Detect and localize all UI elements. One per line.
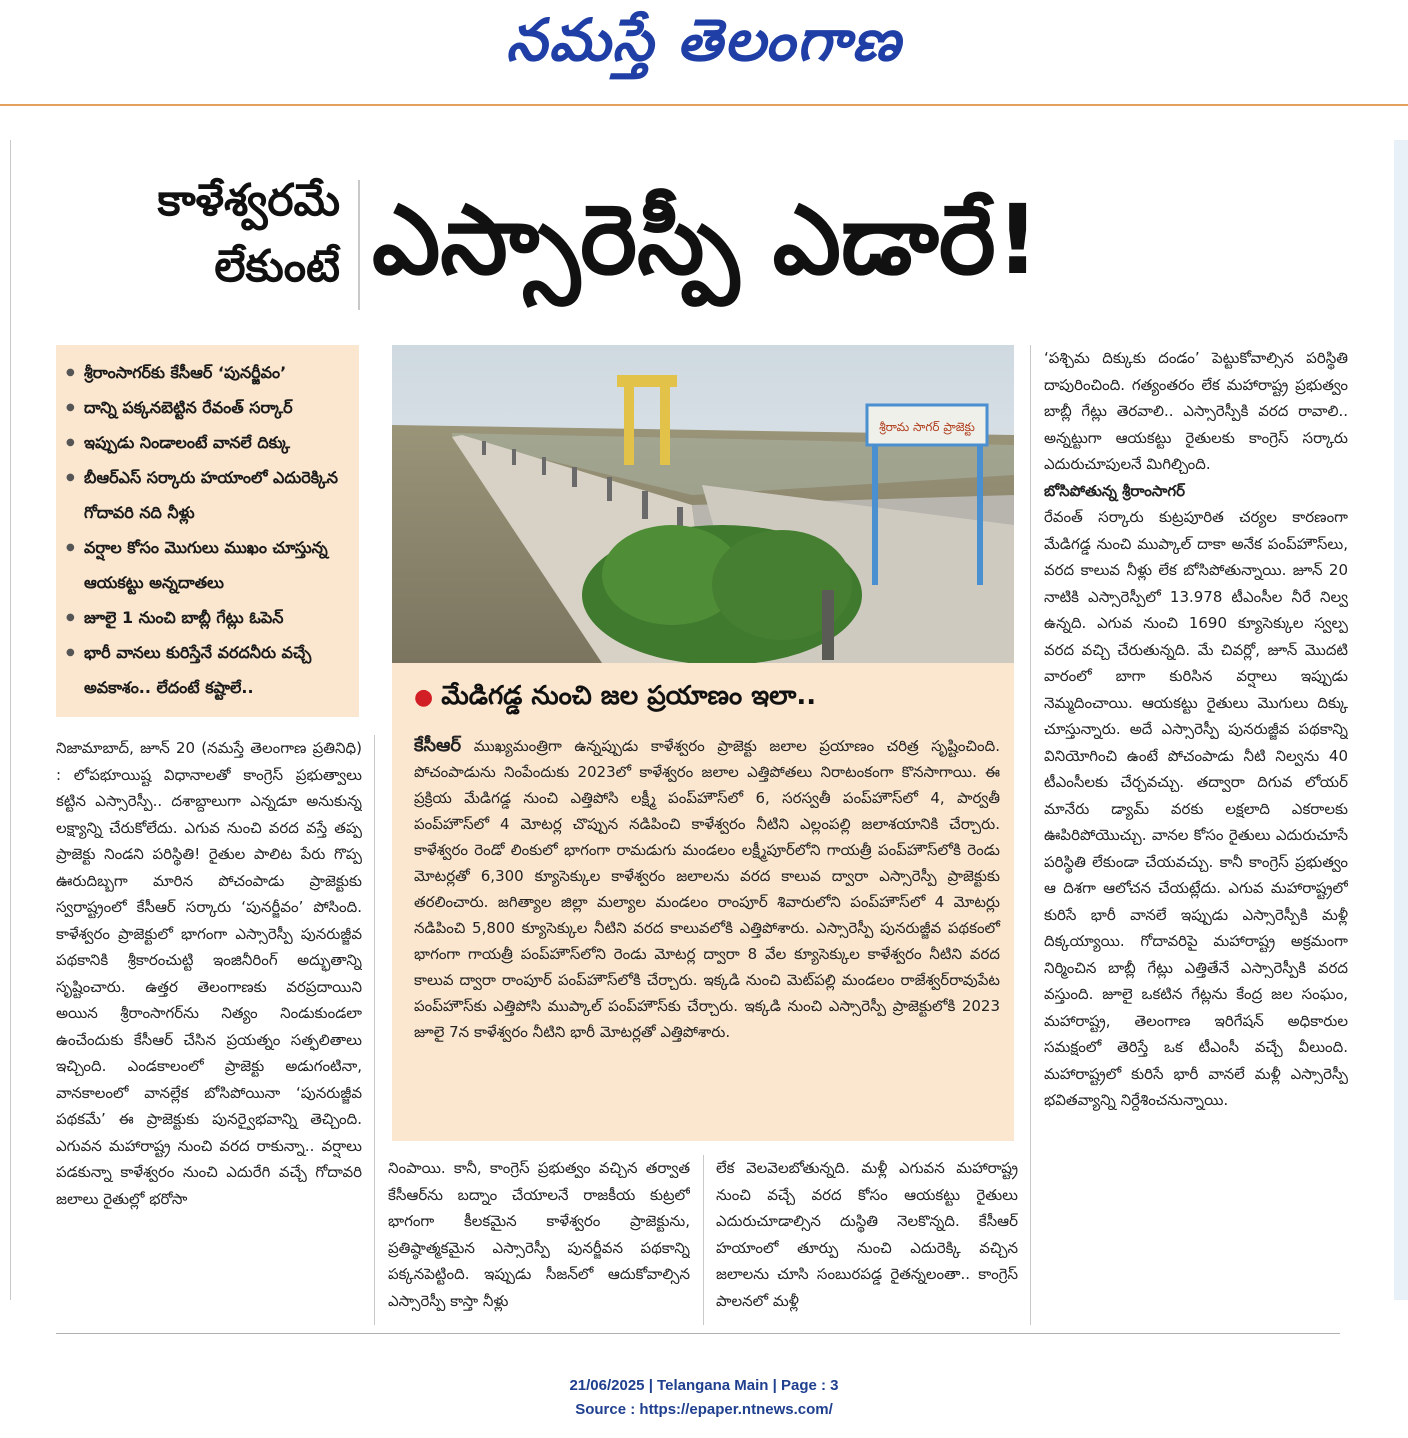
- sidebar-box-body: ముఖ్యమంత్రిగా ఉన్నప్పుడు కాళేశ్వరం ప్రాజెక్టు జలాల ప్రయాణం చరిత్ర సృష్టించింది. పోచంపాడును నింపేందుకు 2023లో కాళేశ్వరం జలాల ఎత్తిపోతలు నిరాటంకంగా కొనసాగాయి. ఈ ప్రక్రియ మేడిగడ్డ నుంచి ఎత్తిపోసి లక్ష్మీ పంప్‌హౌస్‌లో 6, సరస్వతీ పంప్‌హౌస్‌లో 4, పార్వతీ పంప్‌హౌస్‌లో 4 మోటర్ల చొప్పున నడిపించి కాళేశ్వరం నీటిని ఎల్లంపల్లి జలాశయానికి చేర్చారు. కాళేశ్వరం రెండో లింకులో భాగంగా రామడుగు మండలం లక్ష్మీపూర్‌లోని గాయత్రీ పంప్‌హౌస్‌లోకి రెండు మోటర్లతో 6,300 క్యూసెక్కుల కాళేశ్వరం జలాలను వరద కాలువ ద్వారా ఎస్సారెస్పీ ప్రాజెక్టుకు తరలించారు. జగిత్యాల జిల్లా మల్యాల మండలం రాంపూర్ శివారులోని పంప్‌హౌస్‌లో 4 మోటర్లు నడిపించి 5,800 క్యూసెక్కుల నీటిని వరద కాలువలోకి ఎత్తిపోశారు. ఎస్సారెస్పీ పునరుజ్జీవ పథకంలో భాగంగా గాయత్రీ పంప్‌హౌస్‌లోని రెండు మోటర్ల ద్వారా 8 వేల క్యూసెక్కుల కాళేశ్వరం నీటిని వరద కాలువ ద్వారా రాంపూర్ పంప్‌హౌస్‌లోకి చేర్చారు. ఇక్కడి నుంచి మెట్‌పల్లి మండలం రాజేశ్వర్‌రావుపేట పంప్‌హౌస్‌కు ఎత్తిపోసి ముప్కాల్ పంప్‌హౌస్‌కు చేర్చారు. ఇక్కడి నుంచి ఎస్సారెస్పీ ప్రాజెక్టులోకి 2023 జూలై 7న కాళేశ్వరం నీటిని భారీ మోటర్లతో ఎత్తిపోశారు.: [414, 737, 1000, 1041]
- column-3-text: లేక వెలవెలబోతున్నది. మళ్లీ ఎగువన మహారాష్ట్ర నుంచి వచ్చే వరద కోసం ఆయకట్టు రైతులు ఎదురుచూడాల్సిన దుస్థితి నెలకొన్నది. కేసీఆర్ హయాంలో తూర్పు నుంచి ఎదురెక్కి వచ్చిన జలాలను చూసి సంబురపడ్డ రైతన్నలంతా.. కాంగ్రెస్ పాలనలో మళ్లీ: [716, 1159, 1018, 1310]
- masthead-logo: నమస్తే తెలంగాణ: [506, 6, 902, 74]
- footer-source-line: Source : https://epaper.ntnews.com/: [575, 1401, 833, 1418]
- column-divider: [374, 735, 375, 1325]
- article-headline: ఎస్సారెస్పీ ఎడారే!: [372, 184, 1040, 296]
- column-1-text: నిజామాబాద్, జూన్ 20 (నమస్తే తెలంగాణ ప్రతినిధి) : లోపభూయిష్ట విధానాలతో కాంగ్రెస్ ప్రభుత్వాలు కట్టిన ఎస్సారెస్పీ.. దశాబ్దాలుగా ఎన్నడూ అనుకున్న లక్ష్యాన్ని చేరుకోలేదు. ఎగువ నుంచి వరద వస్తే తప్ప ప్రాజెక్టు నిండని పరిస్థితి! రైతుల పాలిట పేరు గొప్ప ఊరుదిబ్బగా మారిన పోచంపాడు ప్రాజెక్టుకు స్వరాష్ట్రంలో కేసీఆర్ సర్కారు ‘పునర్జీవం’ పోసింది. కాళేశ్వరం ప్రాజెక్టులో భాగంగా ఎస్సారెస్పీ పునరుజ్జీవ పథకానికి శ్రీకారంచుట్టి ఇంజినీరింగ్ అద్భుతాన్ని సృష్టించారు. ఉత్తర తెలంగాణకు వరప్రదాయిని అయిన శ్రీరాంసాగర్‌ను నిత్యం నిండుకుండలా ఉంచేందుకు కేసీఆర్ చేసిన ప్రయత్నం సత్ఫలితాలు ఇచ్చింది. ఎండకాలంలో ప్రాజెక్టు అడుగంటినా, వానకాలంలో వానల్లేక బోసిపోయినా ‘పునరుజ్జీవ పథకమే’ ఈ ప్రాజెక్టుకు పునర్వైభవాన్ని తెచ్చింది. ఎగువన మహారాష్ట్ర నుంచి వరద రాకున్నా.. వర్షాలు పడకున్నా కాళేశ్వరం నుంచి ఎదురేగి వచ్చే గోదావరి జలాలు రైతుల్లో భరోసా: [56, 739, 362, 1208]
- column-4-body: రేవంత్ సర్కారు కుట్రపూరిత చర్యల కారణంగా మేడిగడ్డ నుంచి ముప్కాల్ దాకా అనేక పంప్‌హౌస్‌లు, వరద కాలువ నీళ్లు లేక బోసిపోతున్నాయి. జూన్ 20 నాటికి ఎస్సారెస్పీలో 13.978 టీఎంసీల నీరే నిల్వ ఉన్నది. ఎగువ నుంచి 1690 క్యూసెక్కుల స్వల్ప వరద వచ్చి చేరుతున్నది. మే చివర్లో, జూన్ మొదటి వారంలో బాగా కురిసిన వర్షాలు ఇప్పుడు నెమ్మదించాయి. ఆయకట్టు రైతులు మొగులు దిక్కు చూస్తున్నారు. అదే ఎస్సారెస్పీ పునరుజ్జీవ పథకాన్ని వినియోగించి ఉంటే పోచంపాడు నీటి నిల్వను 40 టీఎంసీలకు చేర్చవచ్చు. తద్వారా దిగువ లోయర్ మానేరు డ్యామ్ వరకు లక్షలాది ఎకరాలకు ఊపిరిపోయొచ్చు. వానల కోసం రైతులు ఎదురుచూసే పరిస్థితి లేకుండా చేయవచ్చు. కానీ కాంగ్రెస్ ప్రభుత్వం ఆ దిశగా ఆలోచన చేయట్లేదు. ఎగువ మహారాష్ట్రలో కురిసే భారీ వానలే ఇప్పుడు ఎస్సారెస్పీకి మళ్లీ దిక్కయ్యాయి. గోదావరిపై మహారాష్ట్ర అక్రమంగా నిర్మించిన బాబ్లీ గేట్లు ఎత్తితేనే ఎస్సారెస్పీకి వరద వస్తుంది. జూలై ఒకటిన గేట్లను కేంద్ర జల సంఘం, మహారాష్ట్ర, తెలంగాణ ఇరిగేషన్ అధికారుల సమక్షంలో తెరిస్తే ఒక టీఎంసీ వచ్చే వీలుంది. మహారాష్ట్రలో కురిసే భారీ వానలే మళ్లీ ఎస్సారెస్పీ భవితవ్యాన్ని నిర్దేశించనున్నాయి.: [1044, 508, 1348, 1109]
- column-divider: [703, 1155, 704, 1325]
- sidebar-box-title-text: మేడిగడ్డ నుంచి జల ప్రయాణం ఇలా..: [441, 681, 817, 711]
- bullet-dot-icon: ●: [414, 685, 434, 710]
- kicker-divider: [358, 180, 360, 310]
- highlight-item: ● దాన్ని పక్కనబెట్టిన రేవంత్ సర్కార్: [64, 390, 353, 425]
- page-bottom-rule: [56, 1333, 1340, 1334]
- sidebar-box-title: [414, 681, 1004, 717]
- dam-photo-illustration: [392, 345, 1014, 663]
- masthead-divider: [0, 104, 1408, 106]
- page-right-strip: [1394, 140, 1408, 1300]
- highlight-item: ● బీఆర్‌ఎస్ సర్కారు హయాంలో ఎదురెక్కిన గోదావరి నది నీళ్లు: [64, 460, 353, 530]
- highlights-list: [56, 345, 359, 705]
- article-column-3: [716, 1155, 1018, 1325]
- highlight-item: ● భారీ వానలు కురిస్తేనే వరదనీరు వచ్చే అవకాశం.. లేదంటే కష్టాలే..: [64, 635, 353, 705]
- kicker-line-1: కాళేశ్వరమే: [157, 175, 340, 226]
- article-kicker: [40, 168, 340, 300]
- sidebar-box: [392, 663, 1014, 1141]
- dam-photo: [392, 345, 1014, 663]
- kicker-line-2: లేకుంటే: [214, 241, 340, 292]
- column-4-subhead: బోసిపోతున్న శ్రీరాంసాగర్: [1044, 481, 1185, 500]
- column-2-text: నింపాయి. కానీ, కాంగ్రెస్ ప్రభుత్వం వచ్చిన తర్వాత కేసీఆర్‌ను బద్నాం చేయాలనే రాజకీయ కుట్రలో భాగంగా కీలకమైన కాళేశ్వరం ప్రాజెక్టును, ప్రతిష్ఠాత్మకమైన ఎస్సారెస్పీ పునర్జీవన పథకాన్ని పక్కనపెట్టింది. ఇప్పుడు సీజన్‌లో ఆదుకోవాల్సిన ఎస్సారెస్పీ కాస్తా నీళ్లు: [388, 1159, 690, 1310]
- article-column-2: [388, 1155, 690, 1325]
- article-column-1: [56, 735, 362, 1315]
- sidebar-box-lead: కేసీఆర్: [414, 735, 462, 756]
- dam-sign-text: శ్రీరామ సాగర్ ప్రాజెక్టు: [879, 420, 975, 434]
- footer-date-line: 21/06/2025 | Telangana Main | Page : 3: [569, 1377, 839, 1394]
- column-divider: [1030, 345, 1031, 1325]
- article-column-4: [1044, 345, 1348, 1315]
- highlight-item: ● జూలై 1 నుంచి బాబ్లీ గేట్లు ఓపెన్: [64, 600, 353, 635]
- sidebar-box-text: [414, 733, 1000, 1045]
- masthead: [0, 0, 1408, 110]
- highlight-item: ● శ్రీరాంసాగర్‌కు కేసీఆర్ ‘పునర్జీవం’: [64, 355, 353, 390]
- column-4-intro: ‘పశ్చిమ దిక్కుకు దండం’ పెట్టుకోవాల్సిన పరిస్థితి దాపురించింది. గత్యంతరం లేక మహారాష్ట్ర ప్రభుత్వం బాబ్లీ గేట్లు తెరవాలి.. ఎస్సారెస్పీకి వరద రావాలి.. అన్నట్టుగా ఆయకట్టు రైతులకు కాంగ్రెస్ సర్కారు ఎదురుచూపులనే మిగిల్చింది.: [1044, 349, 1348, 473]
- highlight-item: ● వర్షాల కోసం మొగులు ముఖం చూస్తున్న ఆయకట్టు అన్నదాతలు: [64, 530, 353, 600]
- highlight-item: ● ఇప్పుడు నిండాలంటే వానలే దిక్కు: [64, 425, 353, 460]
- highlights-box: [56, 345, 359, 717]
- page-left-border: [10, 140, 11, 1300]
